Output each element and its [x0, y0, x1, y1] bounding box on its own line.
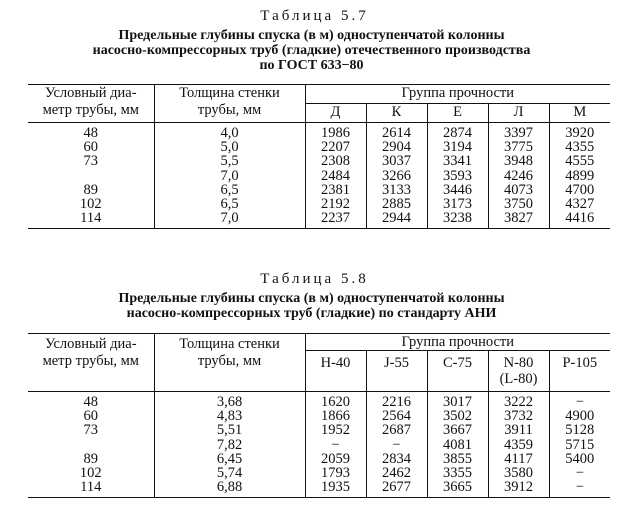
cell-diameter: 60	[28, 409, 154, 423]
cell-depth: 3665	[427, 480, 488, 498]
table-row	[28, 154, 610, 168]
cell-depth: 2885	[366, 197, 427, 211]
header-grade: Е	[427, 104, 488, 123]
header-grade: Н-40	[305, 351, 366, 392]
cell-depth: 2237	[305, 211, 366, 229]
table-5-7	[28, 84, 610, 229]
header-grade: Р-105	[549, 351, 610, 392]
cell-depth: 2207	[305, 140, 366, 154]
cell-depth: 3593	[427, 169, 488, 183]
header-grade: М	[549, 104, 610, 123]
cell-depth: 2308	[305, 154, 366, 168]
cell-depth: 3397	[488, 123, 549, 141]
cell-depth: 4359	[488, 438, 549, 452]
cell-depth: 4899	[565, 167, 595, 184]
cell-depth: 2677	[366, 480, 427, 498]
cell-depth: 3017	[427, 392, 488, 410]
cell-diameter: 102	[28, 197, 154, 211]
table-5-8-name	[0, 271, 623, 288]
cell-depth: 1866	[305, 409, 366, 423]
cell-depth: 3775	[488, 140, 549, 154]
cell-depth: 4327	[565, 196, 595, 213]
table-row	[28, 123, 610, 141]
cell-depth: 2904	[366, 140, 427, 154]
table-row	[28, 480, 610, 498]
cell-wall-thickness: 5,51	[154, 423, 305, 437]
cell-depth: 3667	[427, 423, 488, 437]
table-5-8	[28, 333, 610, 498]
table-row	[28, 211, 610, 229]
cell-wall-thickness: 4,83	[154, 409, 305, 423]
cell-diameter	[28, 438, 154, 452]
header-diameter: Условный диа- метр трубы, мм	[28, 334, 154, 392]
cell-depth: 2462	[366, 466, 427, 480]
cell-depth: 2564	[366, 409, 427, 423]
cell-depth: 1986	[305, 123, 366, 141]
cell-wall-thickness: 6,5	[154, 183, 305, 197]
cell-diameter: 114	[28, 211, 154, 229]
header-strength-group: Группа прочности	[305, 85, 610, 104]
cell-depth: 3912	[488, 480, 549, 498]
header-wall: Толщина стенки трубы, мм	[154, 85, 305, 123]
cell-depth: 3446	[427, 183, 488, 197]
header-grade: J-55	[366, 351, 427, 392]
cell-depth: 3855	[427, 452, 488, 466]
cell-depth: 4900	[565, 408, 595, 425]
cell-depth: 3222	[488, 392, 549, 410]
cell-depth: 3948	[488, 154, 549, 168]
cell-depth: 3266	[366, 169, 427, 183]
header-grade: Л	[488, 104, 549, 123]
cell-depth: 1793	[305, 466, 366, 480]
cell-wall-thickness: 7,0	[154, 211, 305, 229]
table-row	[28, 197, 610, 211]
cell-wall-thickness: 6,45	[154, 452, 305, 466]
cell-depth: 3133	[366, 183, 427, 197]
cell-depth: 2216	[366, 392, 427, 410]
cell-depth: 3827	[488, 211, 549, 229]
table-row	[28, 438, 610, 452]
cell-wall-thickness: 7,0	[154, 169, 305, 183]
title-line: насосно-компрессорных труб (гладкие) отечественного производства	[92, 43, 531, 58]
cell-depth: 5715	[565, 436, 595, 453]
title-line: Предельные глубины спуска (в м) одноступенчатой колонны	[118, 291, 505, 306]
cell-depth: 3920	[565, 125, 595, 141]
table-5-7-title	[0, 28, 623, 73]
cell-depth: 3173	[427, 197, 488, 211]
cell-depth: 3238	[427, 211, 488, 229]
cell-diameter: 73	[28, 154, 154, 168]
cell-depth: 3341	[427, 154, 488, 168]
table-label: Таблица 5.8	[260, 271, 369, 287]
cell-diameter: 73	[28, 423, 154, 437]
cell-depth: 4555	[565, 153, 595, 170]
cell-depth: 5128	[565, 422, 595, 439]
cell-depth: −	[575, 465, 584, 482]
cell-diameter	[28, 169, 154, 183]
table-row	[28, 392, 610, 410]
cell-depth: 3750	[488, 197, 549, 211]
cell-wall-thickness: 5,0	[154, 140, 305, 154]
table-row	[28, 140, 610, 154]
header-grade: К	[366, 104, 427, 123]
cell-wall-thickness: 5,74	[154, 466, 305, 480]
table-label: Таблица 5.7	[260, 8, 369, 24]
cell-diameter: 114	[28, 480, 154, 498]
cell-depth: 3194	[427, 140, 488, 154]
cell-depth: 1935	[305, 480, 366, 498]
cell-wall-thickness: 5,5	[154, 154, 305, 168]
cell-depth: 4117	[488, 452, 549, 466]
cell-depth: 3502	[427, 409, 488, 423]
cell-depth: 3911	[488, 423, 549, 437]
cell-depth: 2834	[366, 452, 427, 466]
cell-wall-thickness: 6,5	[154, 197, 305, 211]
cell-diameter: 60	[28, 140, 154, 154]
table-row	[28, 466, 610, 480]
header-grade: С-75	[427, 351, 488, 392]
cell-diameter: 89	[28, 452, 154, 466]
cell-wall-thickness: 3,68	[154, 392, 305, 410]
title-line: насосно-компрессорных труб (гладкие) по стандарту АНИ	[126, 306, 497, 321]
cell-depth: 3037	[366, 154, 427, 168]
cell-diameter: 102	[28, 466, 154, 480]
cell-depth: 4700	[565, 181, 595, 198]
cell-depth: 2192	[305, 197, 366, 211]
cell-diameter: 89	[28, 183, 154, 197]
cell-depth: 2484	[305, 169, 366, 183]
cell-depth: −	[305, 438, 366, 452]
header-strength-group: Группа прочности	[305, 334, 610, 351]
table-row	[28, 409, 610, 423]
cell-depth: 1952	[305, 423, 366, 437]
cell-diameter: 48	[28, 123, 154, 141]
table-5-8-title	[0, 291, 623, 321]
header-grade: Д	[305, 104, 366, 123]
cell-depth: 2059	[305, 452, 366, 466]
cell-depth: 5400	[565, 450, 595, 467]
table-row	[28, 423, 610, 437]
title-line: Предельные глубины спуска (в м) одноступенчатой колонны	[118, 28, 505, 43]
cell-depth: 3732	[488, 409, 549, 423]
cell-depth: 4081	[427, 438, 488, 452]
header-wall: Толщина стенки трубы, мм	[154, 334, 305, 392]
cell-depth: 4246	[488, 169, 549, 183]
table-row	[28, 452, 610, 466]
cell-depth: 4355	[565, 139, 595, 156]
table-row	[28, 169, 610, 183]
cell-depth: 2614	[366, 123, 427, 141]
table-row	[28, 183, 610, 197]
cell-depth: 2944	[366, 211, 427, 229]
cell-depth: 3580	[488, 466, 549, 480]
cell-depth: 2687	[366, 423, 427, 437]
header-diameter: Условный диа- метр трубы, мм	[28, 85, 154, 123]
cell-wall-thickness: 4,0	[154, 123, 305, 141]
cell-depth: −	[575, 479, 584, 496]
cell-depth: 4073	[488, 183, 549, 197]
cell-depth: −	[575, 394, 584, 410]
cell-depth: 2874	[427, 123, 488, 141]
cell-wall-thickness: 6,88	[154, 480, 305, 498]
title-line: по ГОСТ 633−80	[259, 58, 364, 73]
cell-depth: −	[366, 438, 427, 452]
table-5-7-name	[0, 8, 623, 25]
cell-depth: 4416	[565, 210, 595, 227]
cell-wall-thickness: 7,82	[154, 438, 305, 452]
cell-depth: 1620	[305, 392, 366, 410]
header-grade: N-80 (L-80)	[488, 351, 549, 392]
cell-diameter: 48	[28, 392, 154, 410]
cell-depth: 3355	[427, 466, 488, 480]
cell-depth: 2381	[305, 183, 366, 197]
